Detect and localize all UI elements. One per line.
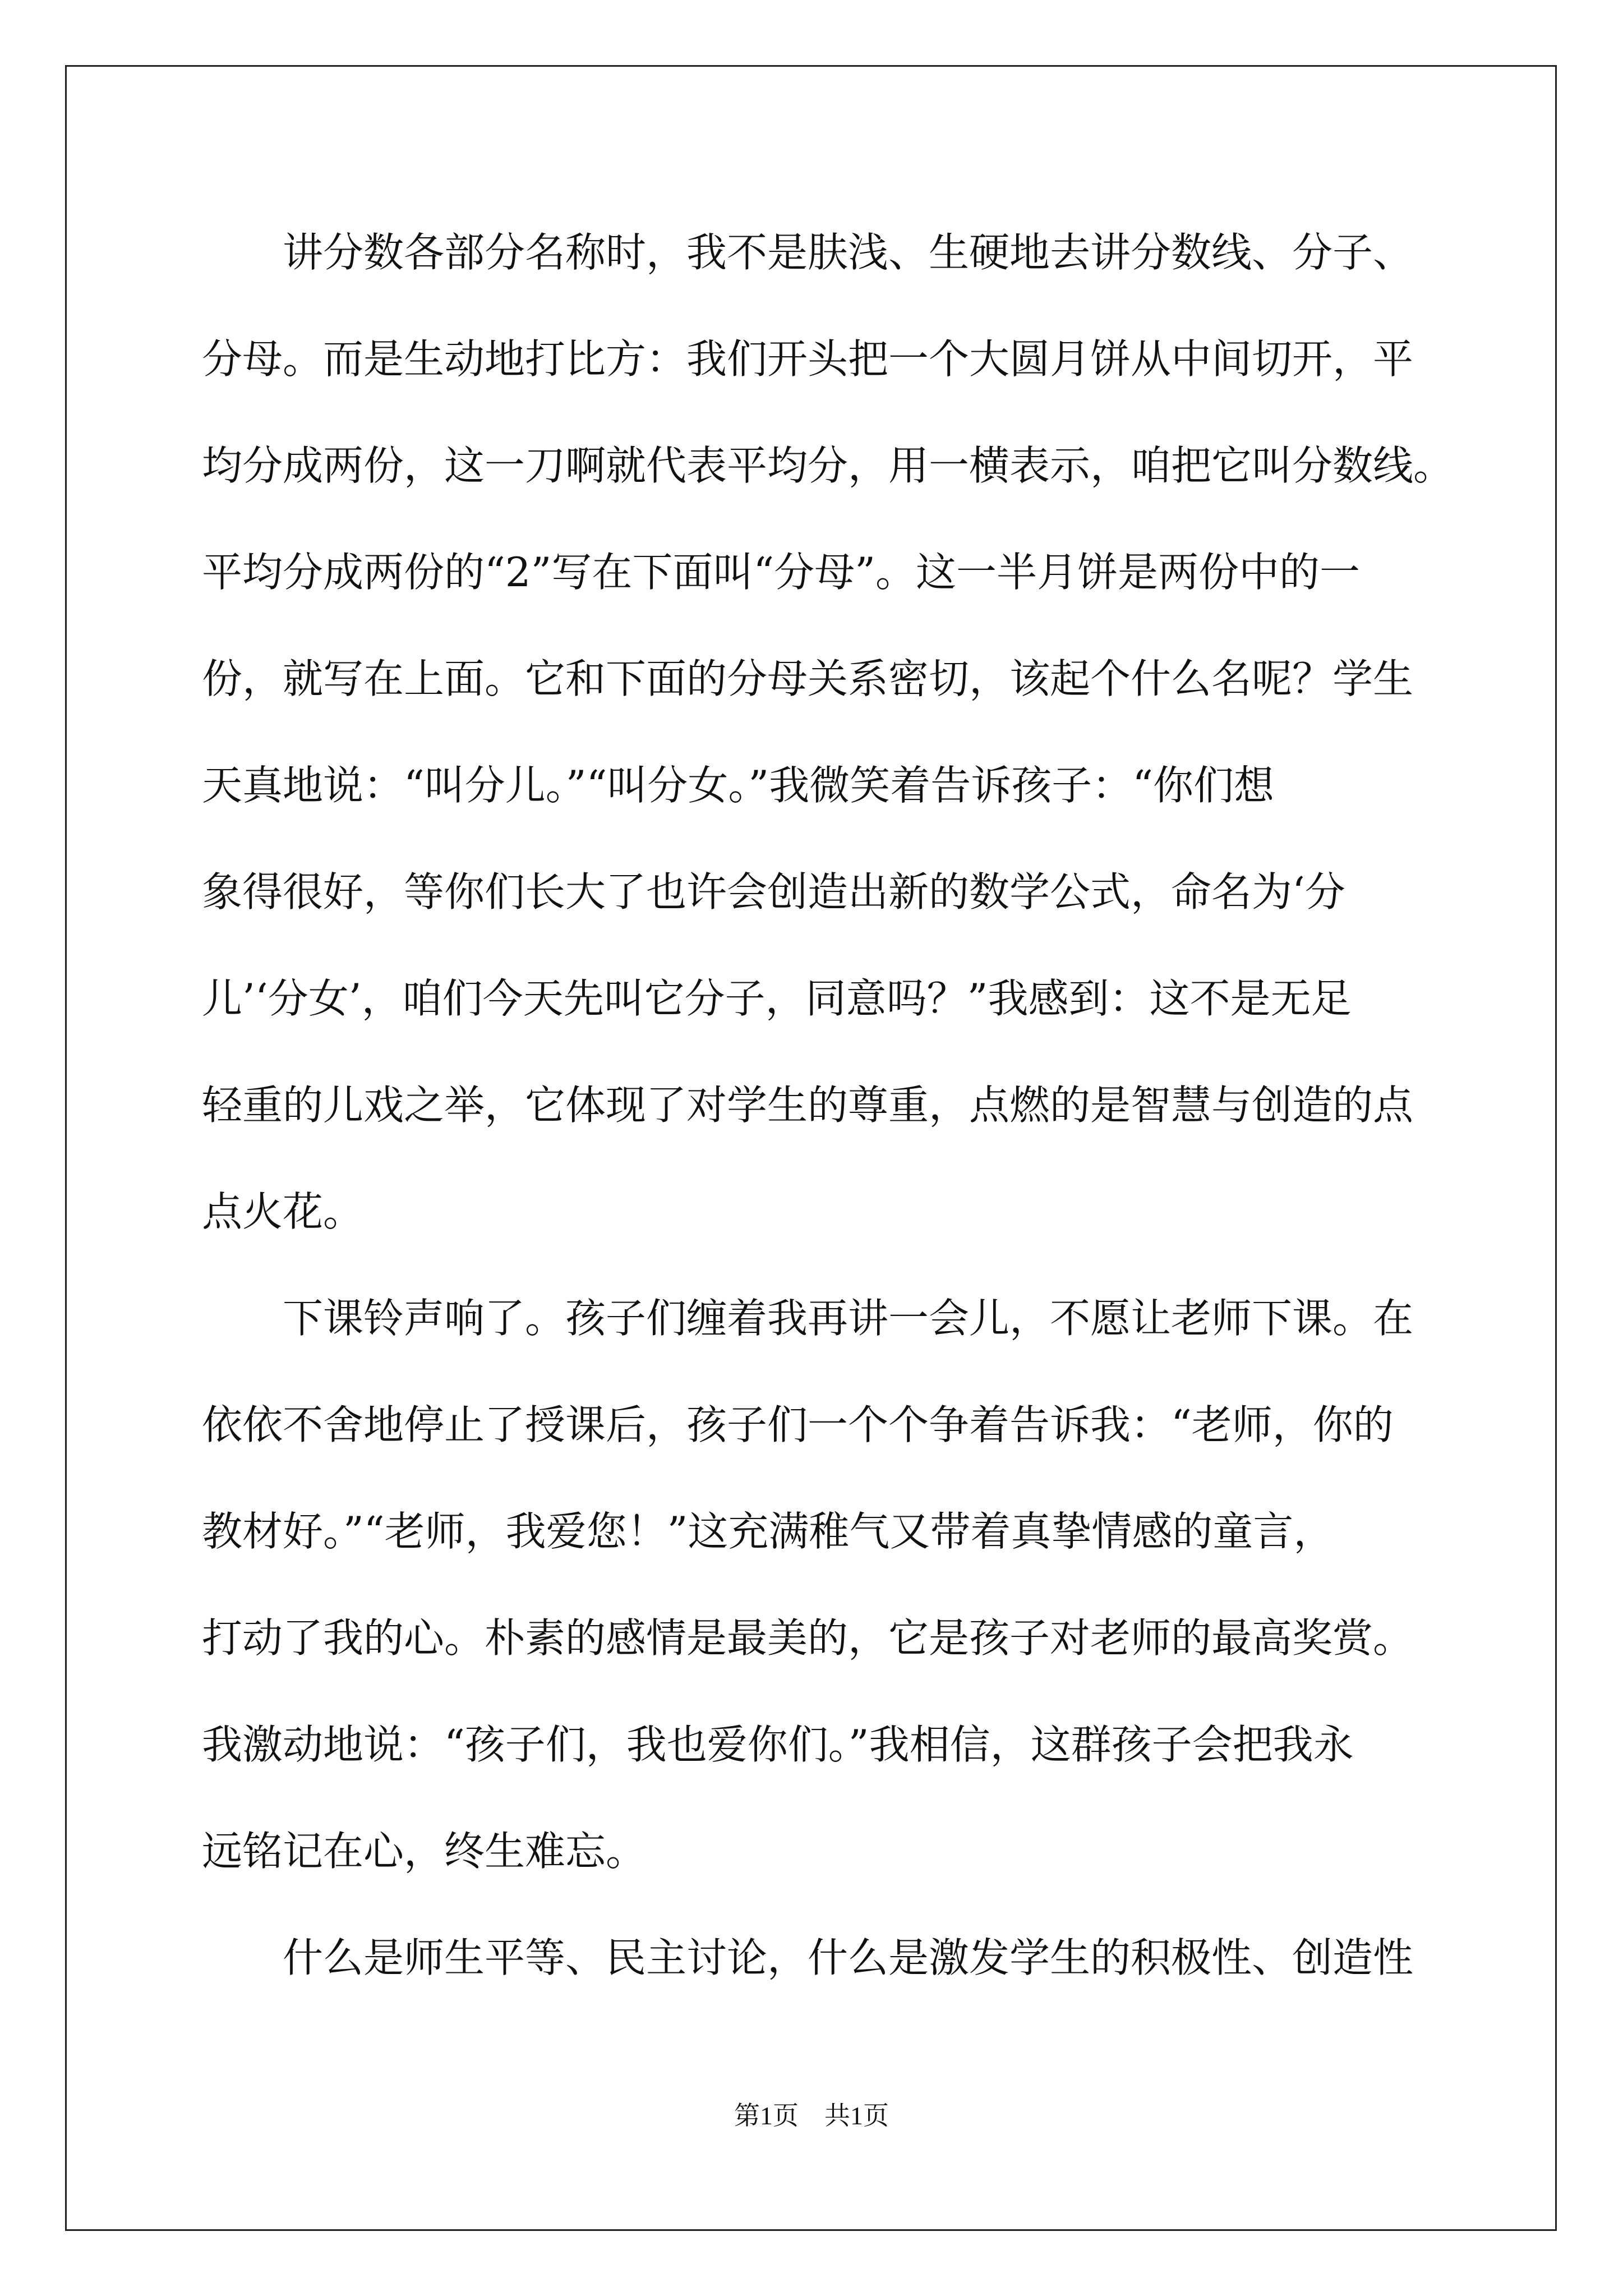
text-line: 儿’‘分女’，咱们今天先叫它分子，同意吗？”我感到：这不是无足	[202, 975, 1352, 1022]
page-footer: 第1页 共1页	[734, 2101, 889, 2130]
text-line: 依依不舍地停止了授课后，孩子们一个个争着告诉我：“老师，你的	[202, 1401, 1394, 1448]
text-line: 远铭记在心，终生难忘。	[202, 1828, 647, 1875]
text-line: 轻重的儿戏之举，它体现了对学生的尊重，点燃的是智慧与创造的点	[202, 1082, 1414, 1129]
text-line: 份，就写在上面。它和下面的分母关系密切，该起个什么名呢？学生	[202, 655, 1414, 702]
text-line: 教材好。”“老师，我爱您！”这充满稚气又带着真挚情感的童言，	[202, 1508, 1334, 1555]
text-line: 平均分成两份的“2”写在下面叫“分母”。这一半月饼是两份中的一	[202, 549, 1361, 596]
text-line: 点火花。	[202, 1188, 364, 1235]
text-line: 均分成两份，这一刀啊就代表平均分，用一横表示，咱把它叫分数线。	[202, 442, 1454, 489]
document-body	[202, 199, 1454, 2011]
text-line: 象得很好，等你们长大了也许会创造出新的数学公式，命名为‘分	[202, 868, 1345, 915]
text-line: 分母。而是生动地打比方：我们开头把一个大圆月饼从中间切开，平	[202, 335, 1414, 383]
text-line: 打动了我的心。朴素的感情是最美的，它是孩子对老师的最高奖赏。	[202, 1614, 1414, 1662]
text-line: 讲分数各部分名称时，我不是肤浅、生硬地去讲分数线、分子、	[283, 229, 1414, 276]
text-line: 下课铃声响了。孩子们缠着我再讲一会儿，不愿让老师下课。在	[283, 1295, 1414, 1342]
text-line: 天真地说：“叫分儿。”“叫分女。”我微笑着告诉孩子：“你们想	[202, 762, 1275, 809]
text-line: 什么是师生平等、民主讨论，什么是激发学生的积极性、创造性	[283, 1934, 1414, 1981]
text-line: 我激动地说：“孩子们，我也爱你们。”我相信，这群孩子会把我永	[202, 1721, 1354, 1768]
